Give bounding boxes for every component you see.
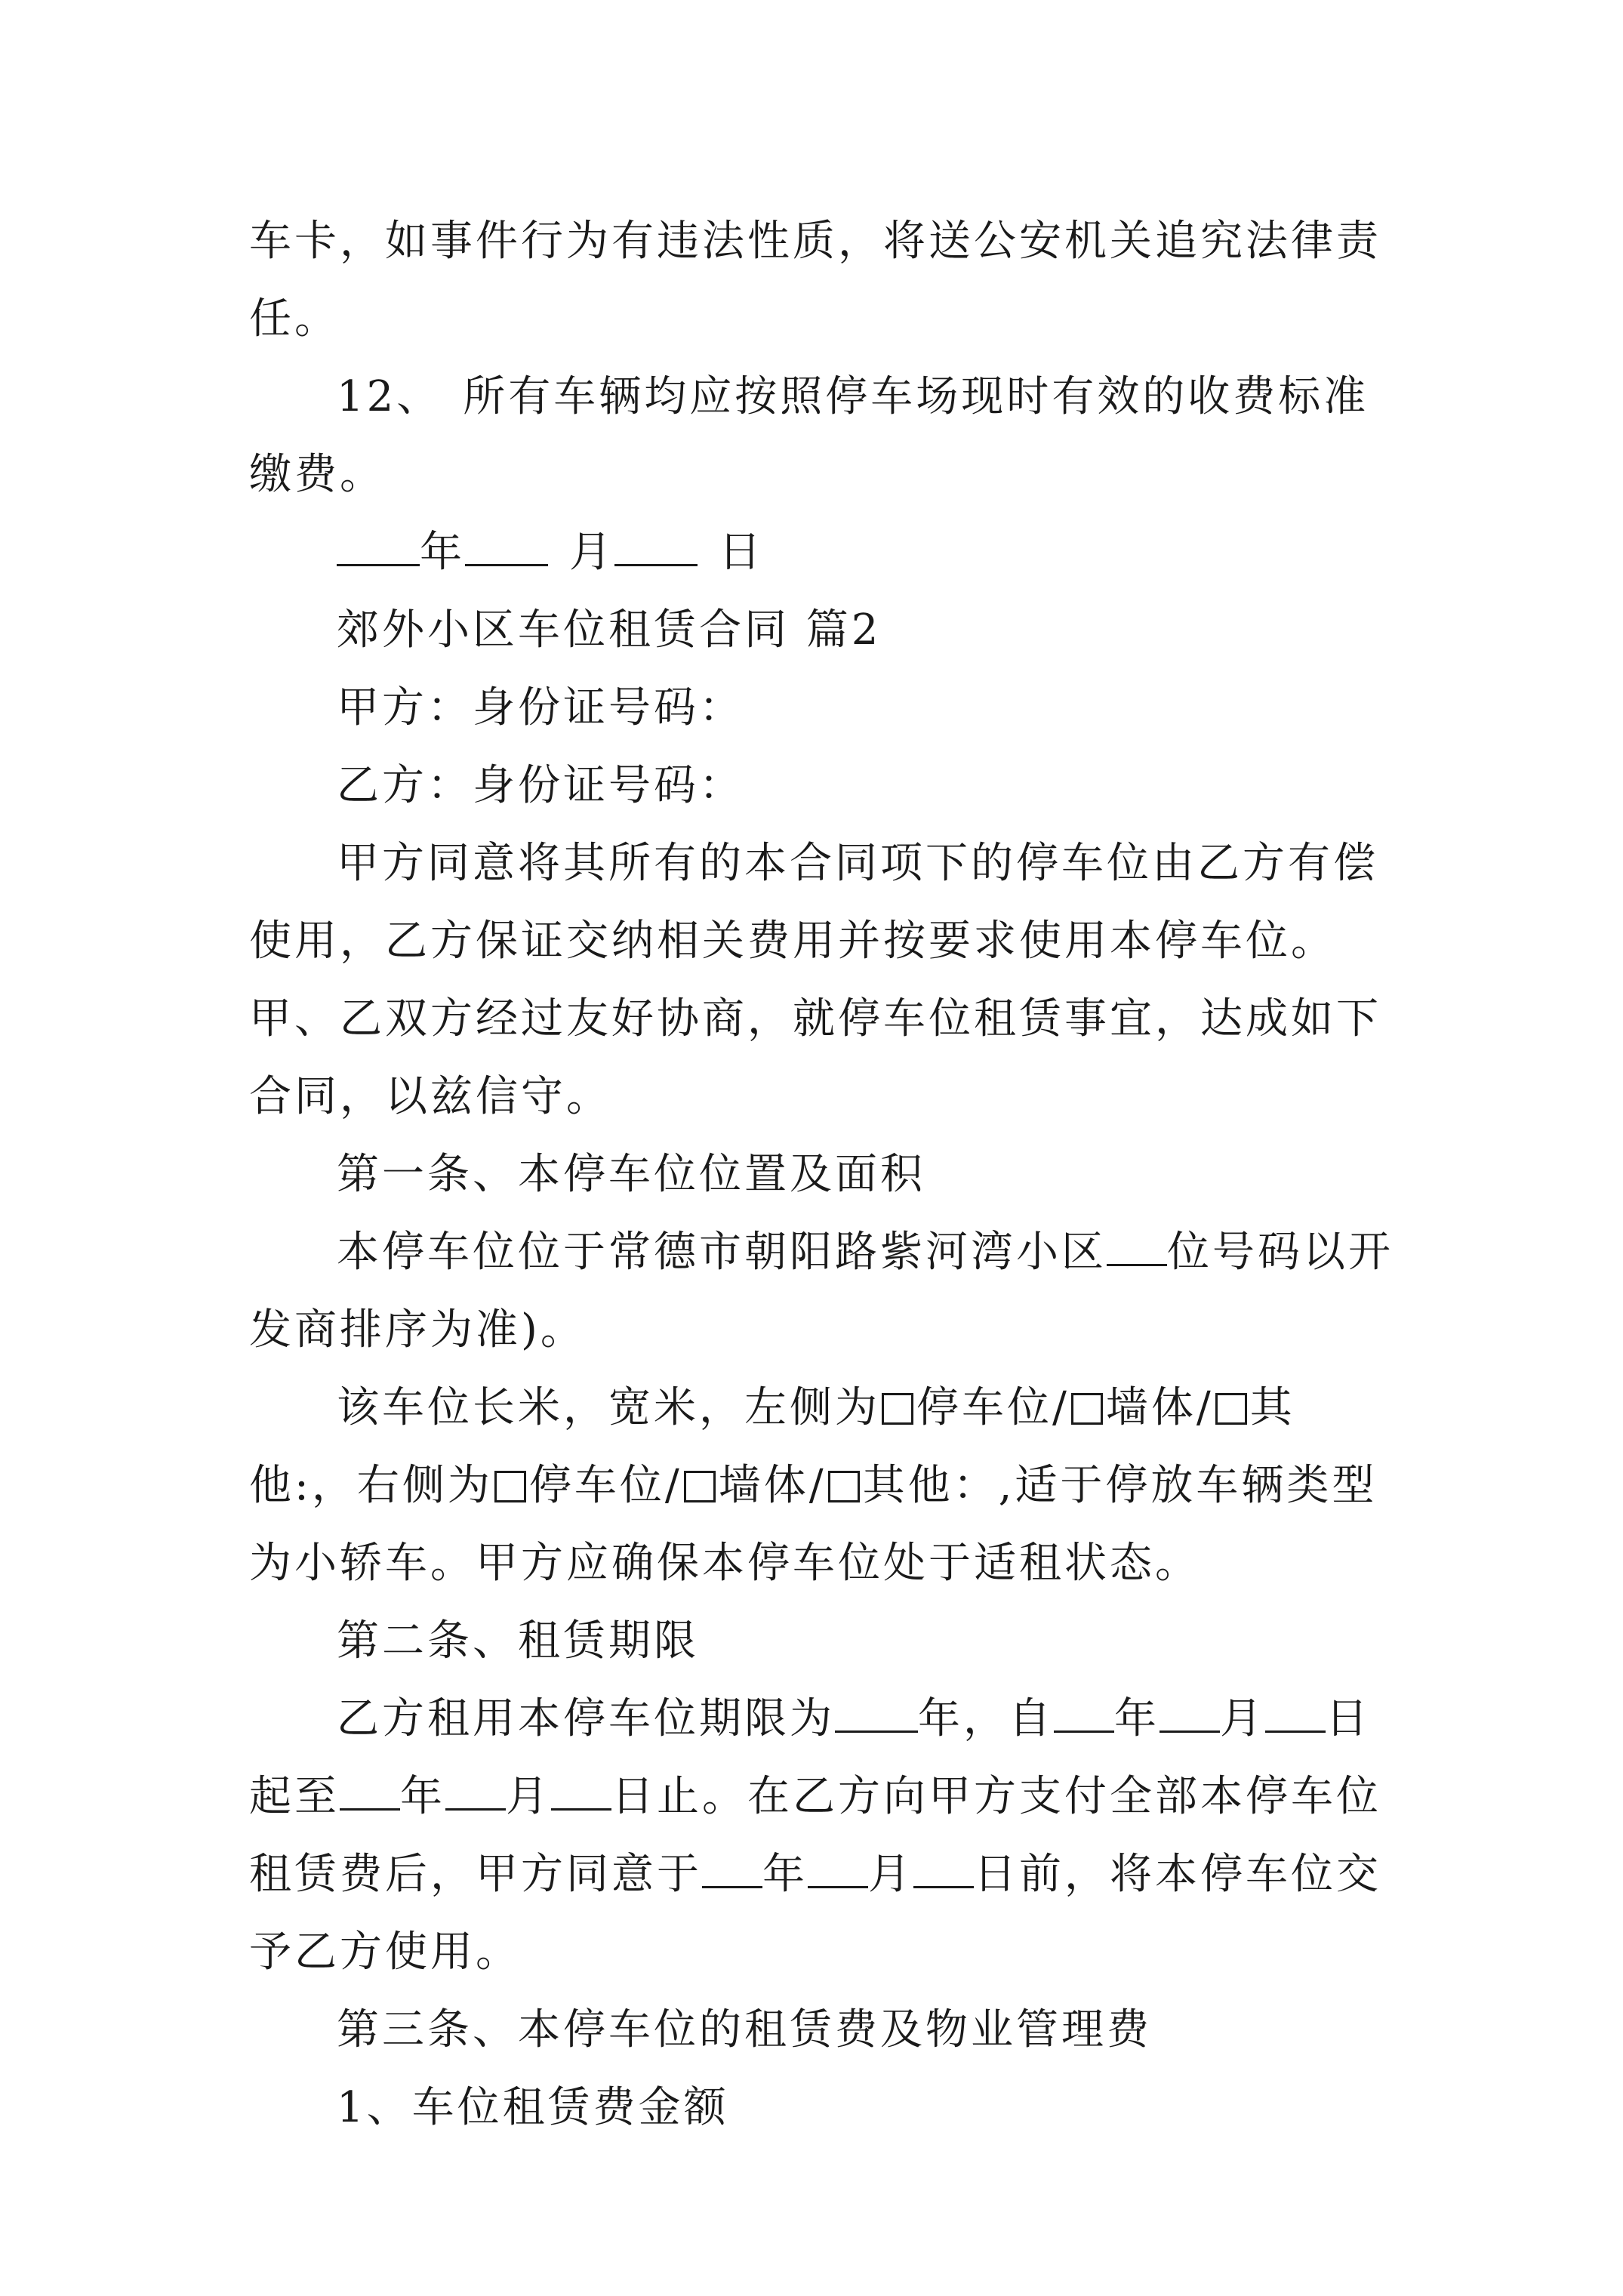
term-text: 起至: [249, 1772, 340, 1821]
paragraph-liability: [249, 202, 1397, 358]
option-label: 其他：: [862, 1461, 999, 1510]
date-year-label: 年: [420, 528, 465, 577]
location-text-2: 位号码以开发商排序为准)。: [249, 1228, 1394, 1354]
year-label: 年: [400, 1772, 445, 1821]
article-title-text: 第二条、租赁期限: [337, 1616, 699, 1666]
blank-year: [337, 526, 420, 566]
checkbox-right-other[interactable]: [828, 1471, 860, 1502]
item-text: 1、车位租赁费金额: [337, 2083, 729, 2132]
blank-end-year: [340, 1771, 400, 1811]
checkbox-left-wall[interactable]: [1071, 1393, 1103, 1425]
month-label: 月: [1220, 1694, 1265, 1743]
blank-start-month: [1160, 1693, 1220, 1733]
term-text: 日前，将本停车位交予乙方使用。: [249, 1850, 1381, 1977]
party-a: [249, 669, 1397, 747]
month-label: 月: [506, 1772, 551, 1821]
year-label: 年: [1114, 1694, 1160, 1743]
blank-delivery-year: [702, 1848, 762, 1888]
day-label: 日: [1326, 1694, 1371, 1743]
location-text: 本停车位位于常德市朝阳路紫河湾小区: [337, 1228, 1107, 1277]
text-line: 车卡，如事件行为有违法性质，将送公安机关追究法律责任。: [249, 217, 1381, 344]
signature-date: [249, 513, 1397, 591]
blank-month: [465, 526, 548, 566]
blank-start-year: [1054, 1693, 1114, 1733]
blank-day: [614, 526, 698, 566]
article-3-item-1: [249, 2069, 1397, 2147]
article-2-title: [249, 1602, 1397, 1680]
year-label: 年: [762, 1850, 808, 1899]
option-label: 墙体/: [1105, 1383, 1214, 1432]
checkbox-left-other[interactable]: [1215, 1393, 1247, 1425]
term-text: 乙方租用本停车位期限为: [337, 1694, 835, 1743]
blank-end-month: [445, 1771, 506, 1811]
paragraph-fees: [249, 358, 1397, 513]
blank-start-day: [1265, 1693, 1326, 1733]
article-1-location: [249, 1213, 1397, 1369]
checkbox-right-parking[interactable]: [494, 1471, 526, 1502]
vehicle-type-text: ,适于停放车辆类型为小轿车。甲方应确保本停车位处于适租状态。: [249, 1461, 1378, 1588]
party-a-text: 甲方：身份证号码：: [337, 683, 744, 732]
checkbox-left-parking[interactable]: [882, 1393, 913, 1425]
date-month-label: 月: [569, 528, 614, 577]
document-body: [249, 202, 1397, 2147]
blank-years: [835, 1693, 918, 1733]
article-2-term: [249, 1680, 1397, 1991]
article-title-text: 第一条、本停车位位置及面积: [337, 1150, 925, 1199]
title-text: 郊外小区车位租赁合同 篇2: [337, 606, 882, 655]
option-label: 墙体/: [718, 1461, 827, 1510]
right-side-text: 右侧为: [356, 1461, 493, 1510]
article-1-title: [249, 1136, 1397, 1213]
option-label: 其他:，: [249, 1383, 1295, 1510]
term-text: 日止。在乙方向甲方支付全部本停车位租赁费后，甲方同意于: [249, 1772, 1381, 1899]
text-line: 所有车辆均应按照停车场现时有效的收费标准缴费。: [249, 372, 1369, 499]
article-1-dimensions: [249, 1369, 1397, 1602]
blank-delivery-day: [913, 1848, 974, 1888]
party-b-text: 乙方：身份证号码：: [337, 761, 744, 810]
checkbox-right-wall[interactable]: [684, 1471, 716, 1502]
paragraph-intro: [249, 824, 1397, 1136]
blank-delivery-month: [808, 1848, 868, 1888]
term-text: 年，自: [918, 1694, 1054, 1743]
item-number: 12、: [337, 372, 442, 421]
blank-end-day: [551, 1771, 611, 1811]
section-title: [249, 591, 1397, 669]
date-day-label: 日: [719, 528, 764, 577]
option-label: 停车位/: [916, 1383, 1070, 1432]
blank-space-number: [1107, 1226, 1167, 1266]
dimensions-text: 该车位长米，宽米，左侧为: [337, 1383, 880, 1432]
article-3-title: [249, 1991, 1397, 2069]
option-label: 停车位/: [528, 1461, 682, 1510]
party-b: [249, 747, 1397, 824]
article-title-text: 第三条、本停车位的租赁费及物业管理费: [337, 2005, 1152, 2054]
intro-text: 甲方同意将其所有的本合同项下的停车位由乙方有偿使用，乙方保证交纳相关费用并按要求使用本停车位。甲、乙双方经过友好协商，就停车位租赁事宜，达成如下合同，以兹信守。: [249, 839, 1381, 1121]
month-label: 月: [868, 1850, 913, 1899]
